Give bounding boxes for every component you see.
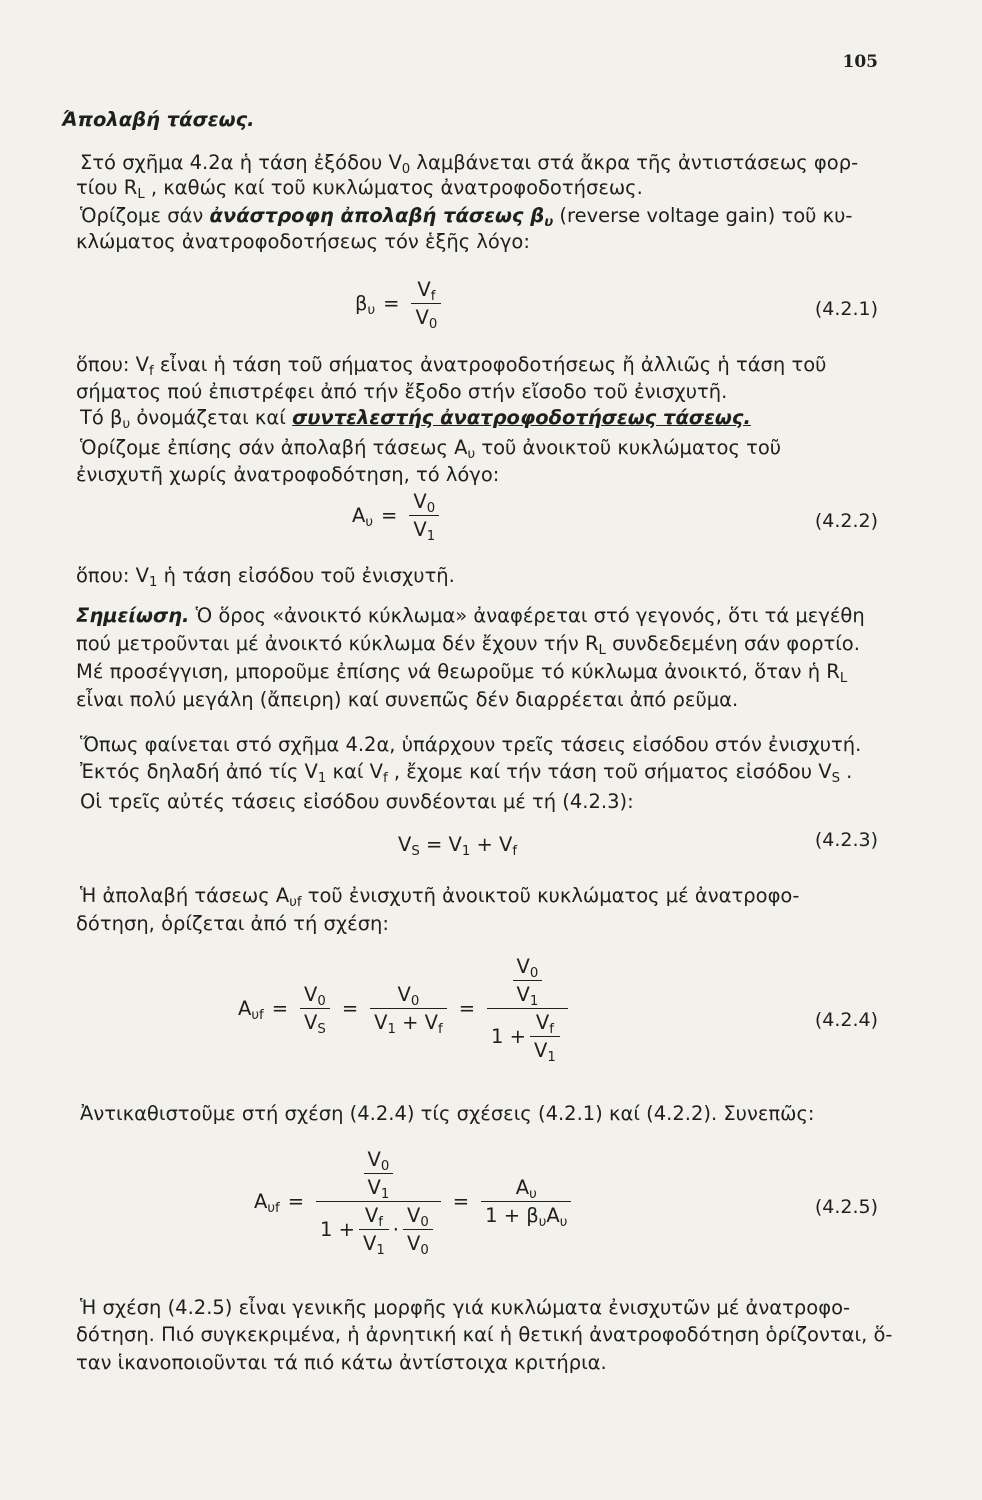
paragraph-line: Ὅπως φαίνεται στό σχῆμα 4.2α, ὑπάρχουν τρεῖς τάσεις εἰσόδου στόν ἐνισχυτή. xyxy=(80,733,862,756)
paragraph-line: κλώματος ἀνατροφοδοτήσεως τόν ἑξῆς λόγο: xyxy=(76,230,530,253)
equation-4-2-3: $V_S = V_1 + V_f$ xyxy=(398,833,518,859)
paragraph-line: Ἀντικαθιστοῦμε στή σχέση (4.2.4) τίς σχέσεις (4.2.1) καί (4.2.2). Συνεπῶς: xyxy=(80,1102,815,1125)
paragraph-line: ἐνισχυτῆ χωρίς ἀνατροφοδότηση, τό λόγο: xyxy=(76,463,500,486)
equation-4-2-1: $\beta_\upsilon$ = $\frac{V_f}{V_0}$ xyxy=(355,278,445,329)
page-number: 105 xyxy=(842,52,878,72)
paragraph-line: Οἱ τρεῖς αὐτές τάσεις εἰσόδου συνδέονται μέ τή (4.2.3): xyxy=(80,790,634,813)
note-line: Μέ προσέγγιση, μποροῦμε ἐπίσης νά θεωροῦμε τό κύκλωμα ἀνοικτό, ὅταν ἡ $R_L$ xyxy=(76,660,848,686)
paragraph-line: Ἡ σχέση (4.2.5) εἶναι γενικῆς μορφῆς γιά κυκλώματα ἐνισχυτῶν μέ ἀνατροφο- xyxy=(80,1296,851,1319)
paragraph-line: δότηση, ὁρίζεται ἀπό τή σχέση: xyxy=(76,912,389,935)
equation-number: (4.2.4) xyxy=(814,1009,878,1031)
paragraph-line: ταν ἱκανοποιοῦνται τά πιό κάτω ἀντίστοιχα κριτήρια. xyxy=(76,1351,607,1374)
paragraph-line: τίου $R_L$ , καθώς καί τοῦ κυκλώματος ἀνατροφοδοτήσεως. xyxy=(76,176,643,202)
section-title: Άπολαβή τάσεως. xyxy=(62,108,255,131)
paragraph-line: Ἐκτός δηλαδή ἀπό τίς $V_1$ καί $V_f$ , ἔχομε καί τήν τάση τοῦ σήματος εἰσόδου $V_S$ . xyxy=(80,760,853,786)
paragraph-line: ὅπου: $V_1$ ἡ τάση εἰσόδου τοῦ ἐνισχυτῆ. xyxy=(76,564,455,590)
equation-4-2-4: $A_{\upsilon f}$ = $\frac{V_0}{V_S}$ = $\frac{V_0}{V_1 + V_f}$ = $\frac{V_0}{V_1}$ 1 + $\frac{V_f}{V_1}$ xyxy=(238,955,572,1062)
equation-number: (4.2.1) xyxy=(814,298,878,320)
equation-number: (4.2.3) xyxy=(814,829,878,851)
equation-number: (4.2.2) xyxy=(814,510,878,532)
paragraph-line: Ὁρίζομε ἐπίσης σάν ἀπολαβή τάσεως $A_\upsilon$ τοῦ ἀνοικτοῦ κυκλώματος τοῦ xyxy=(80,436,782,462)
paragraph-line: σήματος πού ἐπιστρέφει ἀπό τήν ἔξοδο στήν εἴσοδο τοῦ ἐνισχυτῆ. xyxy=(76,380,728,403)
note-line: Σημείωση. Ὁ ὅρος «ἀνοικτό κύκλωμα» ἀναφέρεται στό γεγονός, ὅτι τά μεγέθη xyxy=(76,604,865,627)
paragraph-line: δότηση. Πιό συγκεκριμένα, ἡ ἀρνητική καί ἡ θετική ἀνατροφοδότηση ὁρίζονται, ὅ- xyxy=(76,1323,893,1346)
paragraph-line: Ὁρίζομε σάν ἀνάστροφη ἀπολαβή τάσεως $\beta_\upsilon$ (reverse voltage gain) τοῦ κυ- xyxy=(80,204,853,230)
note-line: εἶναι πολύ μεγάλη (ἄπειρη) καί συνεπῶς δέν διαρρέεται ἀπό ρεῦμα. xyxy=(76,688,739,711)
paragraph-line: Στό σχῆμα 4.2α ἡ τάση ἐξόδου $V_0$ λαμβάνεται στά ἄκρα τῆς ἀντιστάσεως φορ- xyxy=(80,151,859,177)
paragraph-line: Τό $\beta_\upsilon$ ὀνομάζεται καί συντελεστής ἀνατροφοδοτήσεως τάσεως. xyxy=(80,406,751,432)
note-line: πού μετροῦνται μέ ἀνοικτό κύκλωμα δέν ἔχουν τήν $R_L$ συνδεδεμένη σάν φορτίο. xyxy=(76,632,860,658)
paragraph-line: ὅπου: $V_f$ εἶναι ἡ τάση τοῦ σήματος ἀνατροφοδοτήσεως ἤ ἀλλιῶς ἡ τάση τοῦ xyxy=(76,353,827,379)
paragraph-line: Ἡ ἀπολαβή τάσεως $A_{\upsilon f}$ τοῦ ἐνισχυτῆ ἀνοικτοῦ κυκλώματος μέ ἀνατροφο- xyxy=(80,884,800,910)
equation-4-2-5: $A_{\upsilon f}$ = $\frac{V_0}{V_1}$ 1 + $\frac{V_f}{V_1}$ · $\frac{V_0}{V_0}$ = $\frac{A_\upsilon}{1 + \beta_\upsilon A_\upsilon}$ xyxy=(254,1148,575,1255)
equation-4-2-2: $A_\upsilon$ = $\frac{V_0}{V_1}$ xyxy=(352,490,443,541)
equation-number: (4.2.5) xyxy=(814,1196,878,1218)
